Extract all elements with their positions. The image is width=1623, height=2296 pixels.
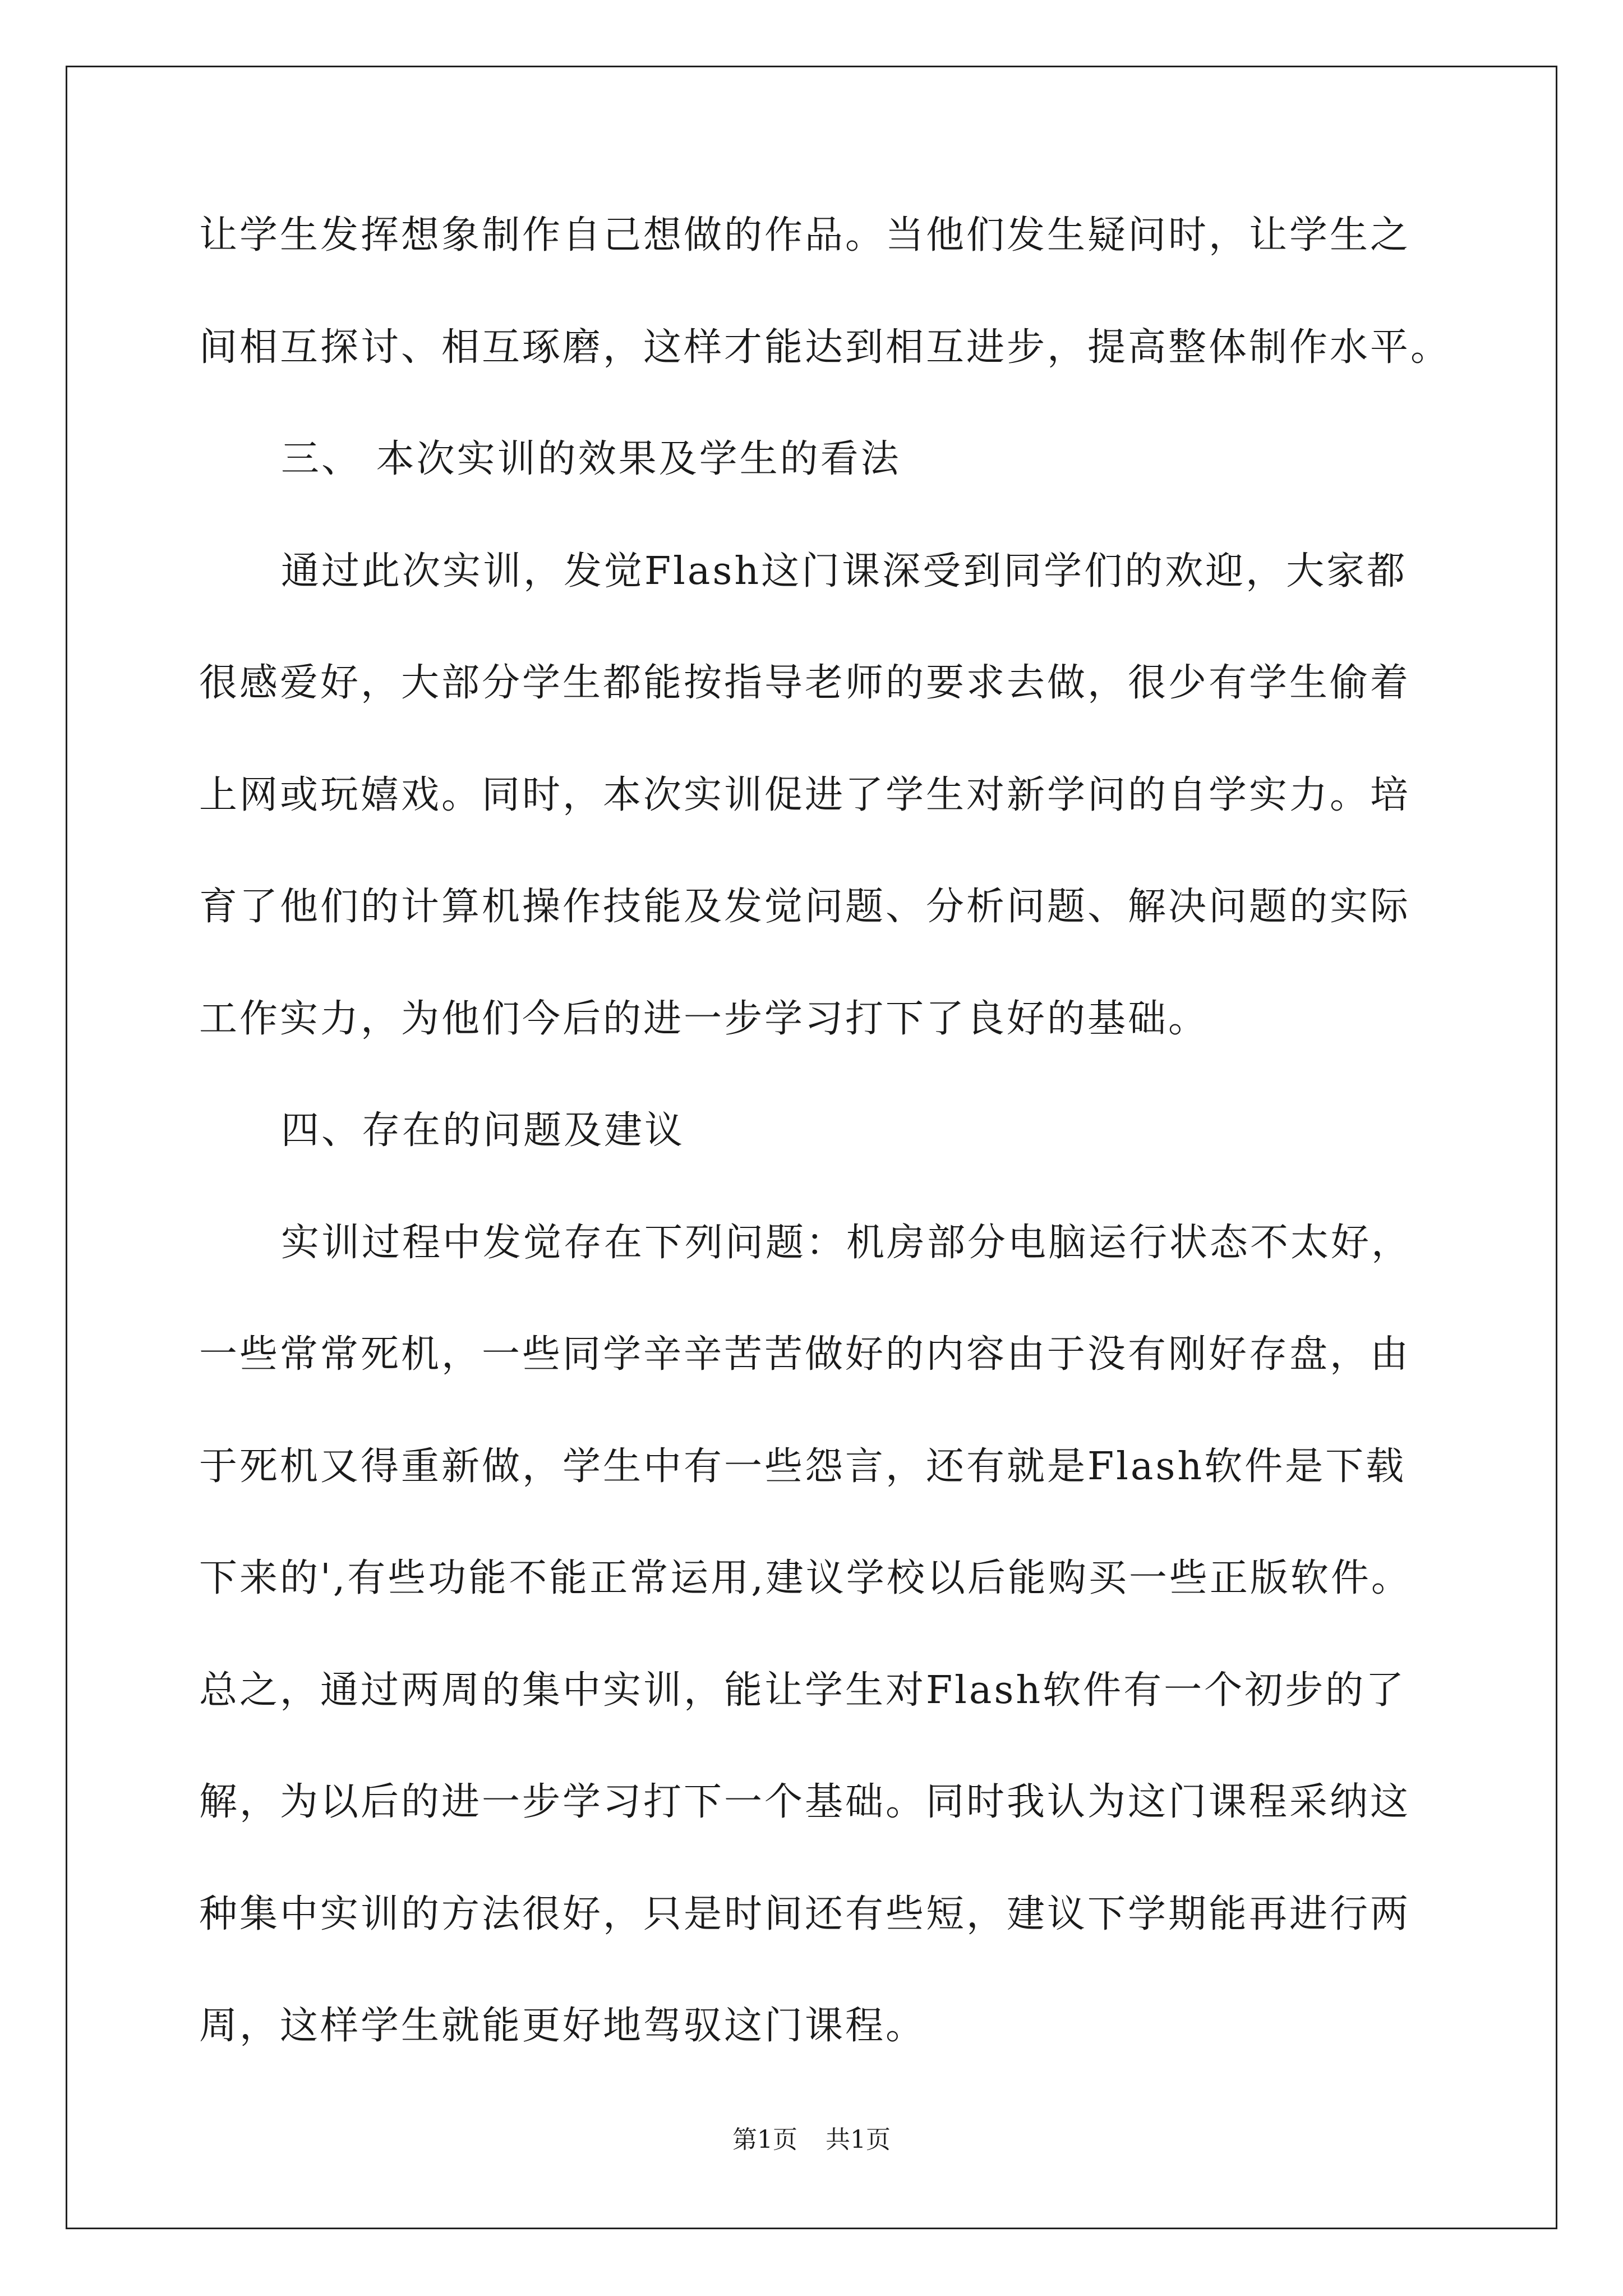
paragraph-line: 上网或玩嬉戏。同时，本次实训促进了学生对新学问的自学实力。培 [199,772,1411,817]
paragraph-line: 育了他们的计算机操作技能及发觉问题、分析问题、解决问题的实际 [199,885,1411,929]
paragraph-line: 下来的',有些功能不能正常运用,建议学校以后能购买一些正版软件。 [199,1556,1412,1600]
paragraph-line: 种集中实训的方法很好，只是时间还有些短，建议下学期能再进行两 [199,1892,1411,1936]
paragraph-line: 通过此次实训，发觉Flash这门课深受到同学们的欢迎，大家都 [281,549,1408,593]
paragraph-line: 一些常常死机，一些同学辛辛苦苦做好的内容由于没有刚好存盘，由 [199,1332,1411,1377]
paragraph-line: 总之，通过两周的集中实训，能让学生对Flash软件有一个初步的了 [199,1668,1407,1713]
paragraph-line: 让学生发挥想象制作自己想做的作品。当他们发生疑问时，让学生之 [199,213,1411,257]
page-footer [0,2126,1623,2154]
paragraph-line: 工作实力，为他们今后的进一步学习打下了良好的基础。 [199,996,1209,1041]
paragraph-line: 于死机又得重新做，学生中有一些怨言，还有就是Flash软件是下载 [199,1444,1407,1489]
section-heading: 三、 本次实训的效果及学生的看法 [281,437,901,481]
paragraph-line: 实训过程中发觉存在下列问题：机房部分电脑运行状态不太好， [281,1220,1412,1265]
paragraph-line: 很感爱好，大部分学生都能按指导老师的要求去做，很少有学生偷着 [199,661,1411,705]
paragraph-line: 周，这样学生就能更好地驾驭这门课程。 [199,2004,926,2048]
document-body [199,213,1451,2119]
section-heading: 四、存在的问题及建议 [281,1108,685,1153]
page-number-total: 共1页 [826,2125,891,2154]
page-number-current: 第1页 [732,2125,797,2154]
paragraph-line: 解，为以后的进一步学习打下一个基础。同时我认为这门课程采纳这 [199,1780,1411,1824]
paragraph-line: 间相互探讨、相互琢磨，这样才能达到相互进步，提高整体制作水平。 [199,325,1451,370]
